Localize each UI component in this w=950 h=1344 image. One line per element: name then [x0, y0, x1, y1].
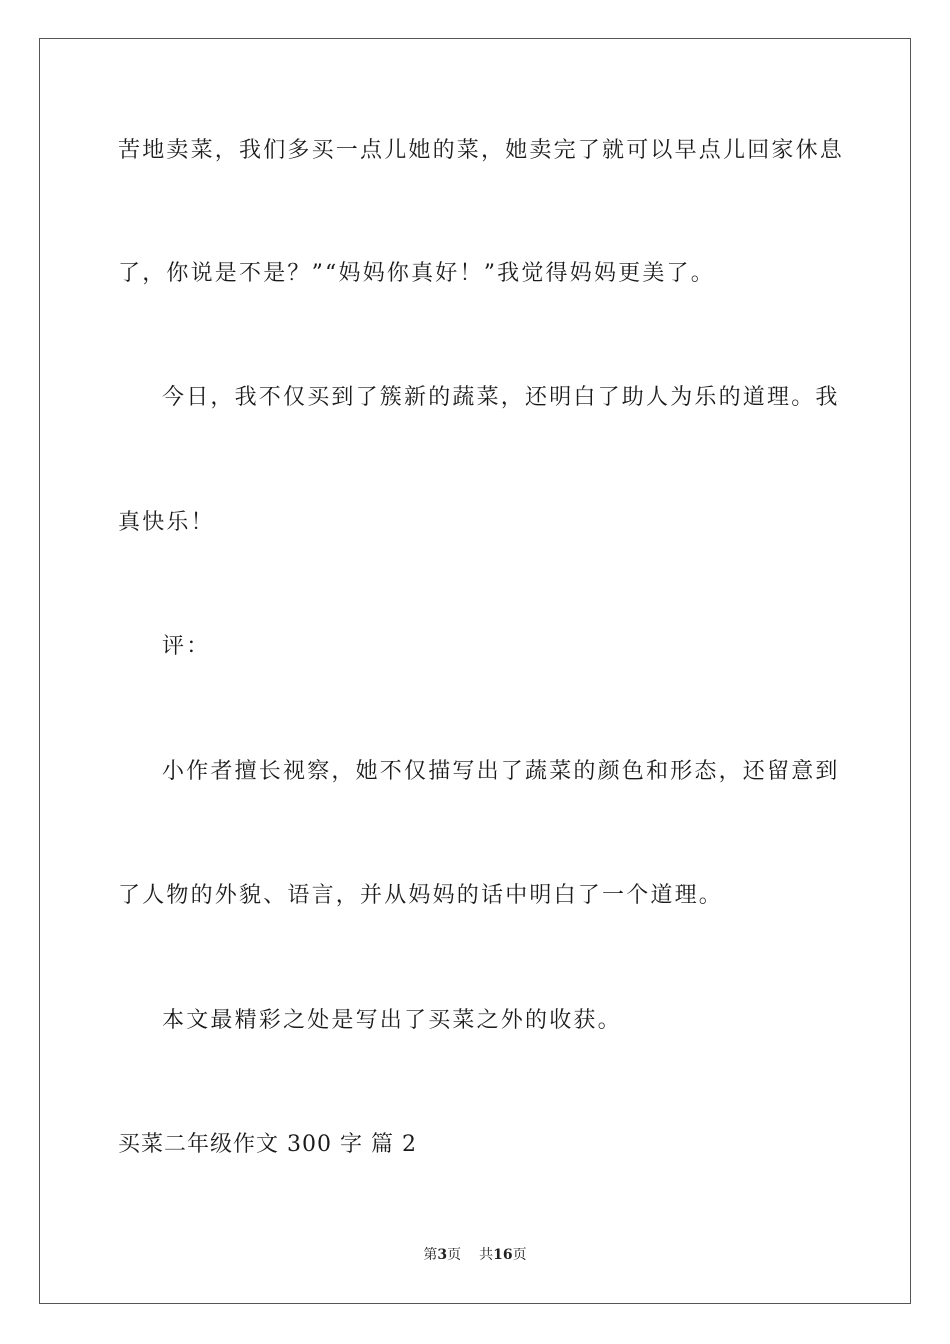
paragraph-line-1: 苦地卖菜，我们多买一点儿她的菜，她卖完了就可以早点儿回家休息: [118, 138, 845, 163]
comment-label: 评：: [162, 634, 211, 659]
page-footer: [0, 1246, 950, 1264]
footer-total-pages: 16: [493, 1247, 513, 1263]
page-border: [39, 38, 911, 1304]
footer-total-prefix: 共: [479, 1247, 494, 1263]
footer-page-number: 3: [437, 1247, 448, 1263]
section-heading: 买菜二年级作文 300 字 篇 2: [118, 1132, 417, 1157]
footer-total-suffix: 页: [512, 1247, 527, 1263]
footer-page-suffix: 页: [447, 1247, 462, 1263]
paragraph-line-5: 小作者擅长视察，她不仅描写出了蔬菜的颜色和形态，还留意到: [162, 759, 840, 784]
paragraph-line-2: 了，你说是不是？”“妈妈你真好！”我觉得妈妈更美了。: [118, 261, 715, 286]
footer-page-prefix: 第: [423, 1247, 438, 1263]
paragraph-line-3: 今日，我不仅买到了簇新的蔬菜，还明白了助人为乐的道理。我: [162, 385, 840, 410]
paragraph-line-4: 真快乐！: [118, 510, 215, 535]
paragraph-line-6: 了人物的外貌、语言，并从妈妈的话中明白了一个道理。: [118, 883, 724, 908]
paragraph-line-7: 本文最精彩之处是写出了买菜之外的收获。: [162, 1008, 622, 1033]
